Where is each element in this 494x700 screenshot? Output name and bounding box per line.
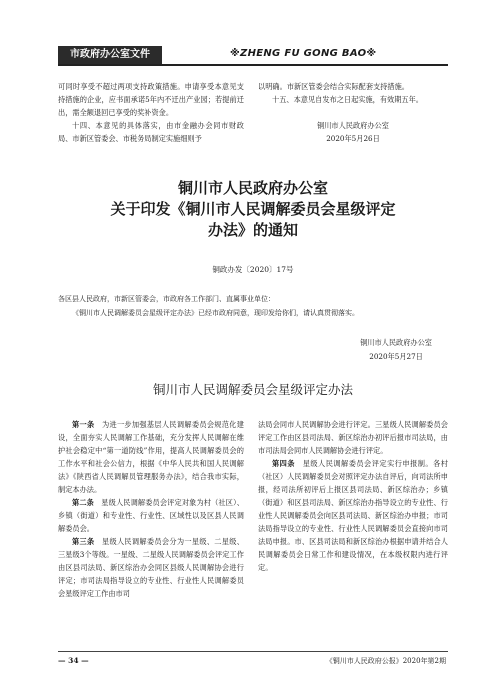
article-4 bbox=[258, 457, 448, 574]
notice-title-line: 铜川市人民政府办公室 bbox=[177, 179, 328, 197]
prev-doc-left-column bbox=[58, 80, 244, 145]
prev-doc-text: 十四、本意见的具体落实，由市金融办会同市财政局、市新区管委会、市税务局制定实施细则予 bbox=[58, 121, 244, 143]
notice-body-text: 《铜川市人民调解委员会星级评定办法》已经市政府同意，现印发给你们，请认真贯彻落实。 bbox=[72, 309, 359, 317]
regulation-left-column bbox=[58, 418, 244, 600]
regulation-right-column bbox=[258, 418, 448, 574]
prev-doc-text: 十五、本意见自发布之日起实施，有效期五年。 bbox=[272, 95, 423, 104]
prev-doc-date: 2020年5月26日 bbox=[326, 134, 380, 143]
journal-name: ※ZHENG FU GONG BAO※ bbox=[230, 48, 377, 59]
notice-title bbox=[58, 178, 448, 241]
article-label: 第二条 bbox=[72, 498, 94, 507]
prev-doc-text: 可同时享受不超过两项支持政策措施。申请享受本意见支持措施的企业，应书面承诺5年内不迁出产业园；若提前迁出，需全额退回已享受的奖补资金。 bbox=[58, 82, 244, 117]
journal-issue: 《铜川市人民政府公报》2020年第2期 bbox=[325, 657, 446, 665]
regulation-title: 铜川市人民调解委员会星级评定办法 bbox=[152, 382, 353, 397]
document-number: 铜政办发〔2020〕17号 bbox=[212, 265, 294, 274]
article-label: 第一条 bbox=[72, 420, 95, 429]
notice-title-line: 办法》的通知 bbox=[207, 221, 298, 239]
article-3 bbox=[58, 535, 244, 600]
prev-doc-text: 以明确。市新区管委会结合实际配套支持措施。 bbox=[258, 82, 409, 91]
prev-doc-right-column bbox=[258, 80, 448, 145]
article-text: 星级人民调解委员会评定对象为村（社区）、乡镇（街道）和专业性、行业性、区域性以及区县人民调解委员会。 bbox=[58, 498, 244, 533]
addressee-line: 各区县人民政府，市新区管委会，市政府各工作部门、直属事业单位： bbox=[58, 295, 275, 303]
article-3-continued: 法局会同市人民调解协会进行评定。三星级人民调解委员会评定工作由区县司法局、新区综治办初评后报市司法局，由市司法局会同市人民调解协会进行评定。 bbox=[258, 420, 448, 455]
notice-body bbox=[58, 292, 450, 320]
article-text: 为进一步加强基层人民调解委员会规范化建设，全面夯实人民调解工作基础，充分发挥人民调解在维护社会稳定中“第一道防线”作用，提高人民调解委员会的工作水平和社会公信力，根据《中华人民共和国人民调解法》《陕西省人民调解员管理服务办法》，结合我市实际，制定本办法。 bbox=[58, 420, 244, 494]
article-text: 星级人民调解委员会评定实行申报制。各村（社区）人民调解委员会对照评定办法自评后，向司法所申报，经司法所初评后上报区县司法局、新区综治办；乡镇（街道）和区县司法局、新区综治办指导设立的专业性、行业性人民调解委员会向区县司法局、新区综治办申报；市司法局指导设立的专业性、行业性人民调解委员会直接向市司法局申报。市、区县司法局和新区综治办根据申请并结合人民调解委员会日常工作和建设情况，在本级权限内进行评定。 bbox=[258, 459, 448, 572]
notice-issuer: 铜川市人民政府办公室 bbox=[360, 338, 432, 347]
footer-rule bbox=[58, 651, 448, 652]
article-1 bbox=[58, 418, 244, 496]
notice-title-line: 关于印发《铜川市人民调解委员会星级评定 bbox=[110, 200, 396, 218]
notice-issuer-block bbox=[360, 336, 432, 364]
prev-doc-signature: 铜川市人民政府办公室 bbox=[317, 121, 389, 130]
page-number: — 34 — bbox=[58, 656, 89, 665]
article-label: 第三条 bbox=[72, 537, 95, 546]
section-tag: 市政府办公室文件 bbox=[58, 46, 162, 64]
notice-date: 2020年5月27日 bbox=[369, 352, 423, 361]
article-text: 星级人民调解委员会分为一星级、二星级、三星级3个等级。一星级、二星级人民调解委员会评定工作由区县司法局、新区综治办会同区县级人民调解协会进行评定；市司法局指导设立的专业性、行业性人民调解委员会星级评定工作由市司 bbox=[58, 537, 244, 598]
article-2 bbox=[58, 496, 244, 535]
article-label: 第四条 bbox=[272, 459, 296, 468]
